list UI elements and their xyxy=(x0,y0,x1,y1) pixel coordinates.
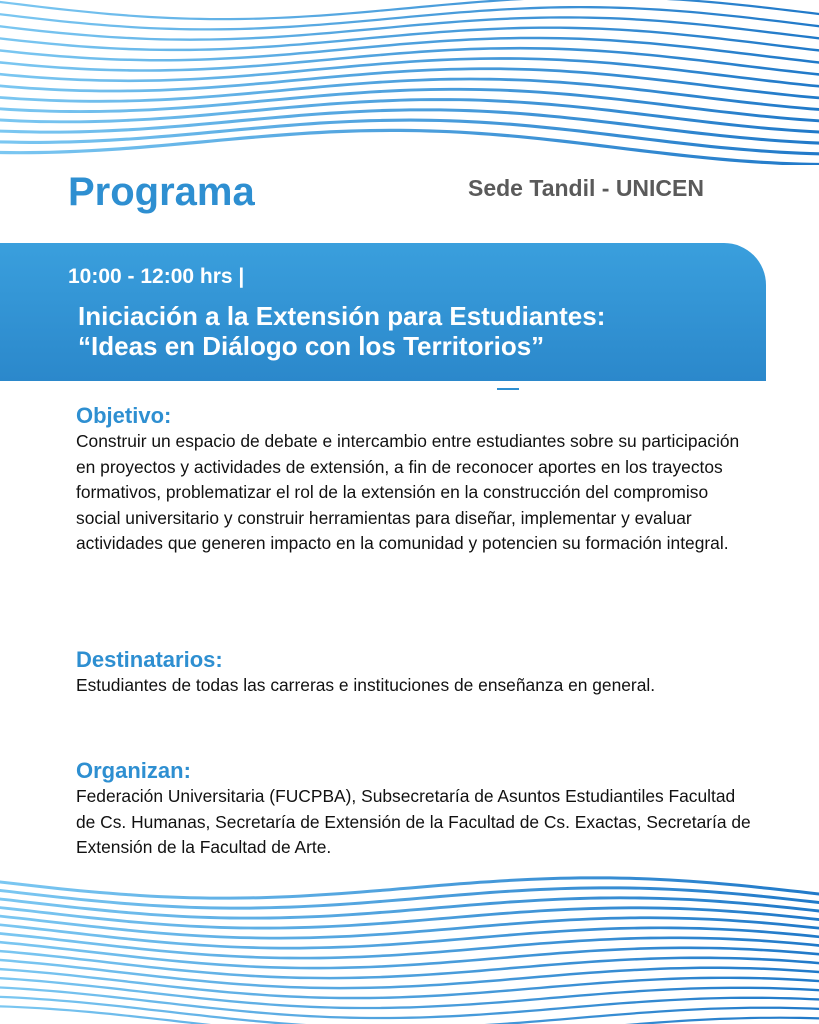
section-destinatarios xyxy=(76,647,756,699)
session-time: 10:00 - 12:00 hrs | xyxy=(68,265,245,288)
wave-line xyxy=(0,130,819,164)
wave-line xyxy=(0,100,819,133)
objetivo-text: Construir un espacio de debate e intercambio entre estudiantes sobre su participación en proyectos y actividades de extensión, a fin de reconocer aportes en los trayectos formativos, problematizar el rol de la extensión en la construcción del compromiso social universitario y construir herramientas para diseñar, implementar y evaluar actividades que generen impacto en la comunidad y potencien su formación integral. xyxy=(76,431,740,553)
wave-line xyxy=(0,878,819,898)
objetivo-heading: Objetivo: xyxy=(76,403,172,428)
session-banner xyxy=(0,243,766,381)
decorative-waves-top xyxy=(0,0,819,165)
organizan-text: Federación Universitaria (FUCPBA), Subsecretaría de Asuntos Estudiantiles Facultad de Cs. Humanas, Secretaría de Extensión de la Facultad de Cs. Exactas, Secretaría de Extensión de la Facultad de Arte. xyxy=(76,786,751,857)
session-title xyxy=(78,301,748,361)
wave-line xyxy=(0,924,819,948)
section-objetivo xyxy=(76,403,756,557)
page-title: Programa xyxy=(68,170,255,214)
wave-line xyxy=(0,987,819,1018)
session-title-line-1: Iniciación a la Extensión para Estudiantes: xyxy=(78,301,606,331)
wave-line xyxy=(0,888,819,908)
session-title-line-2: “Ideas en Diálogo con los Territorios” xyxy=(78,331,545,361)
section-organizan xyxy=(76,758,756,861)
destinatarios-text: Estudiantes de todas las carreras e instituciones de enseñanza en general. xyxy=(76,675,656,695)
venue-label: Sede Tandil - UNICEN xyxy=(468,175,704,201)
divider-dash xyxy=(497,388,519,390)
decorative-waves-bottom xyxy=(0,868,819,1024)
organizan-heading: Organizan: xyxy=(76,758,191,783)
wave-line xyxy=(0,915,819,938)
destinatarios-heading: Destinatarios: xyxy=(76,647,223,672)
wave-line xyxy=(0,89,819,121)
